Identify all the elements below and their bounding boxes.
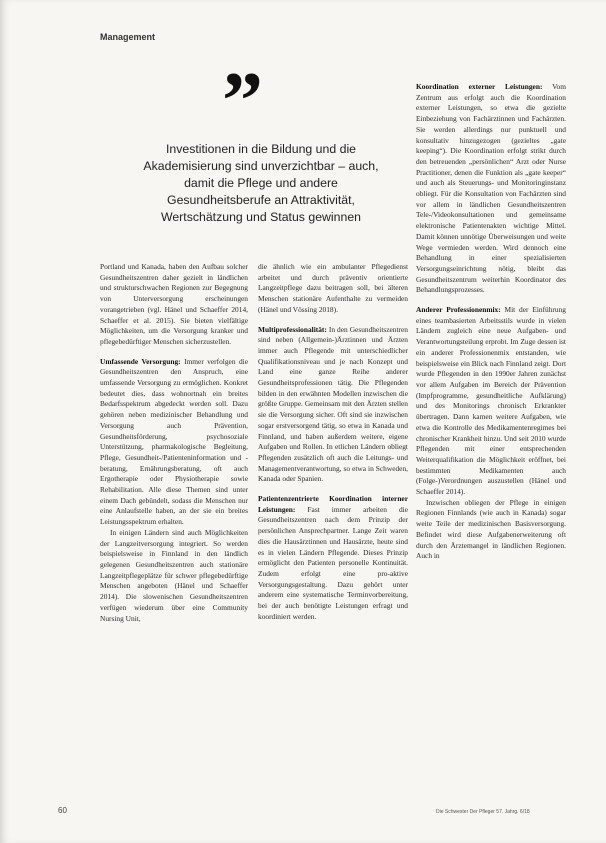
paragraph-text: Mit der Einführung eines teambasierten Arbeitsstils wurde in vielen Ländern zugleich eine neue Aufgaben- und Verantwortungsteilung erprobt. Im Zuge dessen ist ein anderer Professionenmix entstanden, wie beispielsweise ein Blick nach Finnland zeigt. Dort wurde Pflegenden in den 1990er Jahren zunächst vor allem Aufgaben im Bereich der Prävention (Impfprogramme, gesundheitliche Aufklärung) und des Monitorings chronisch Erkrankter übertragen. Dann kamen weitere Aufgaben, wie etwa die Kontrolle des Medikamentenregimes bei chronischer Krankheit hinzu. Und seit 2010 wurde Pflegenden mit einer entsprechenden Weiterqualifikation die Möglichkeit eröffnet, bei bestimmten Medikamenten auch (Folge-)Verordnungen auszustellen (Hänel und Schaeffer 2014). [416,305,566,497]
paragraph [416,82,566,296]
paragraph-text: Fast immer arbeiten die Gesundheitszentren nach dem Prinzip der persönlichen Ansprechpartner. Lange Zeit waren dies die Hausärztinnen und Hausärzte, heute sind es in vielen Ländern Pflegende. Dieses Prinzip ermöglicht den Patienten personelle Kontinuität. Zudem erfolgt eine pro-aktive Versorgungsgestaltung. Dazu gehört unter anderem eine systematische Terminvorbereitung, bei der auch benötigte Leistungen erfragt und koordiniert werden. [258,504,408,621]
paragraph: die ähnlich wie ein ambulanter Pflegedienst arbeitet und durch präventiv orientierte Langzeitpflege dazu beitragen soll, bei älteren Menschen stationäre Aufenthalte zu vermeiden (Hänel und Vössing 2018). [258,262,408,314]
run-in-heading: Umfassende Versorgung: [100,356,181,366]
paragraph-text: Immer verfolgen die Gesundheitszentren den Anspruch, eine umfassende Versorgung zu ermöglichen. Konkret bedeutet dies, dass wohnortnah ein breites Bedarfsspektrum abgedeckt werden soll. Dazu gehören neben medizinischer Behandlung und Versorgung auch Prävention, Gesundheitsförderung, psychosoziale Unterstützung, pharmakologische Begleitung, Pflege, Gesundheit-/Patienteninformation und -beratung, Ernährungsberatung, oft auch Ergotherapie oder Physiotherapie sowie Rehabilitation. Alle diese Themen sind unter einem Dach gebündelt, sodass die Menschen nur eine Anlaufstelle haben, an der sie ein breites Leistungsspektrum erhalten. [100,356,248,527]
paragraph-text: Vom Zentrum aus erfolgt auch die Koordination externer Leistungen, so etwa die gezielte Einbeziehung von Fachärztinnen und Fachärzten. Sie werden allerdings nur punktuell und konsultativ hinzugezogen (gezieltes „gate keeping“). Die Koordination erfolgt strikt durch den betreuenden „persönlichen“ Arzt oder Nurse Practitioner, denen die Funktion als „gate keeper“ und auch als Steuerungs- und Monitoringinstanz obliegt. Für die Konsultation von Fachärzten sind vor allem in ländlichen Gesundheitszentren Tele-/Videokonsultationen und gemeinsame elektronische Patientenakten wichtige Mittel. Damit können unnötige Überweisungen und weite Wege vermieden werden. Wird dennoch eine Behandlung in einer spezialisierten Versorgungseinrichtung nötig, bleibt das Gesundheitszentrum weiterhin Koordinator des Behandlungsprozesses. [416,82,566,295]
run-in-heading: Koordination externer Leistungen: [416,82,543,91]
paragraph-text: In den Gesundheitszentren sind neben (Allgemein-)Ärztinnen und Ärzten immer auch Pflegende mit unterschiedlicher Qualifikationsniveau und je nach Konzept und Land eine ganze Reihe anderer Gesundheitsprofessionen tätig. Die Pflegenden bilden in den erwähnten Modellen inzwischen die größte Gruppe. Gemeinsam mit den Ärzten stellen sie die Versorgung sicher. Oft sind sie inzwischen sogar erstversorgend tätig, so etwa in Kanada und Finnland, und haben außerdem weitere, eigene Aufgaben und Rollen. In etlichen Ländern obliegt Pflegenden zusätzlich oft auch die Leitungs- und Managementverantwortung, so etwa in Schweden, Kanada oder Spanien. [258,324,408,484]
paragraph [258,494,408,622]
text-column-2 [258,262,408,623]
paragraph [258,325,408,486]
run-in-heading: Patientenzentrierte Koordination interner Leistungen: [258,494,408,514]
paragraph: Portland und Kanada, haben den Aufbau solcher Gesundheitszentren daher gezielt in ländlichen und strukturschwachen Regionen zur Begegnung von Unterversorgung erscheinungen vorangetrieben (vgl. Hänel und Schaeffer 2014, Schaeffer et al. 2015). Sie bieten vielfältige Möglichkeiten, um die Versorgung kranker und pflegebedürftiger Menschen sicherzustellen. [100,262,248,346]
journal-footer: Die Schwester Der Pfleger 57. Jahrg. 6/18 [436,809,530,815]
pull-quote: Investitionen in die Bildung und die Akademisierung sind unverzichtbar – auch, damit die Pflege und andere Gesundheitsberufe an Attraktivität, Wertschätzung und Status gewinnen [143,142,379,224]
quote-mark-icon: ” [222,55,263,146]
text-column-3 [416,82,566,562]
paragraph [416,305,566,498]
run-in-heading: Multiprofessionalität: [258,324,327,334]
section-label: Management [100,32,156,42]
paragraph: In einigen Ländern sind auch Möglichkeiten der Langzeitversorgung integriert. So werden beispielsweise in Finnland in den ländlich gelegenen Gesundheitszentren auch stationäre Langzeitpflegeplätze für schwer pflegebedürftige Menschen angeboten (Hänel und Schaeffer 2014). Die slowenischen Gesundheitszentren verfügen wiederum über eine Community Nursing Unit, [100,527,248,623]
paragraph [100,357,248,528]
paragraph: Inzwischen obliegen der Pflege in einigen Regionen Finnlands (wie auch in Kanada) sogar weite Teile der medizinischen Basisversorgung. Befindet wird diese Aufgabenerweiterung oft durch den Ärztemangel in ländlichen Regionen. Auch in [416,497,566,561]
text-column-1 [100,262,248,624]
run-in-heading: Anderer Professionenmix: [416,305,501,315]
page-number: 60 [58,806,67,815]
